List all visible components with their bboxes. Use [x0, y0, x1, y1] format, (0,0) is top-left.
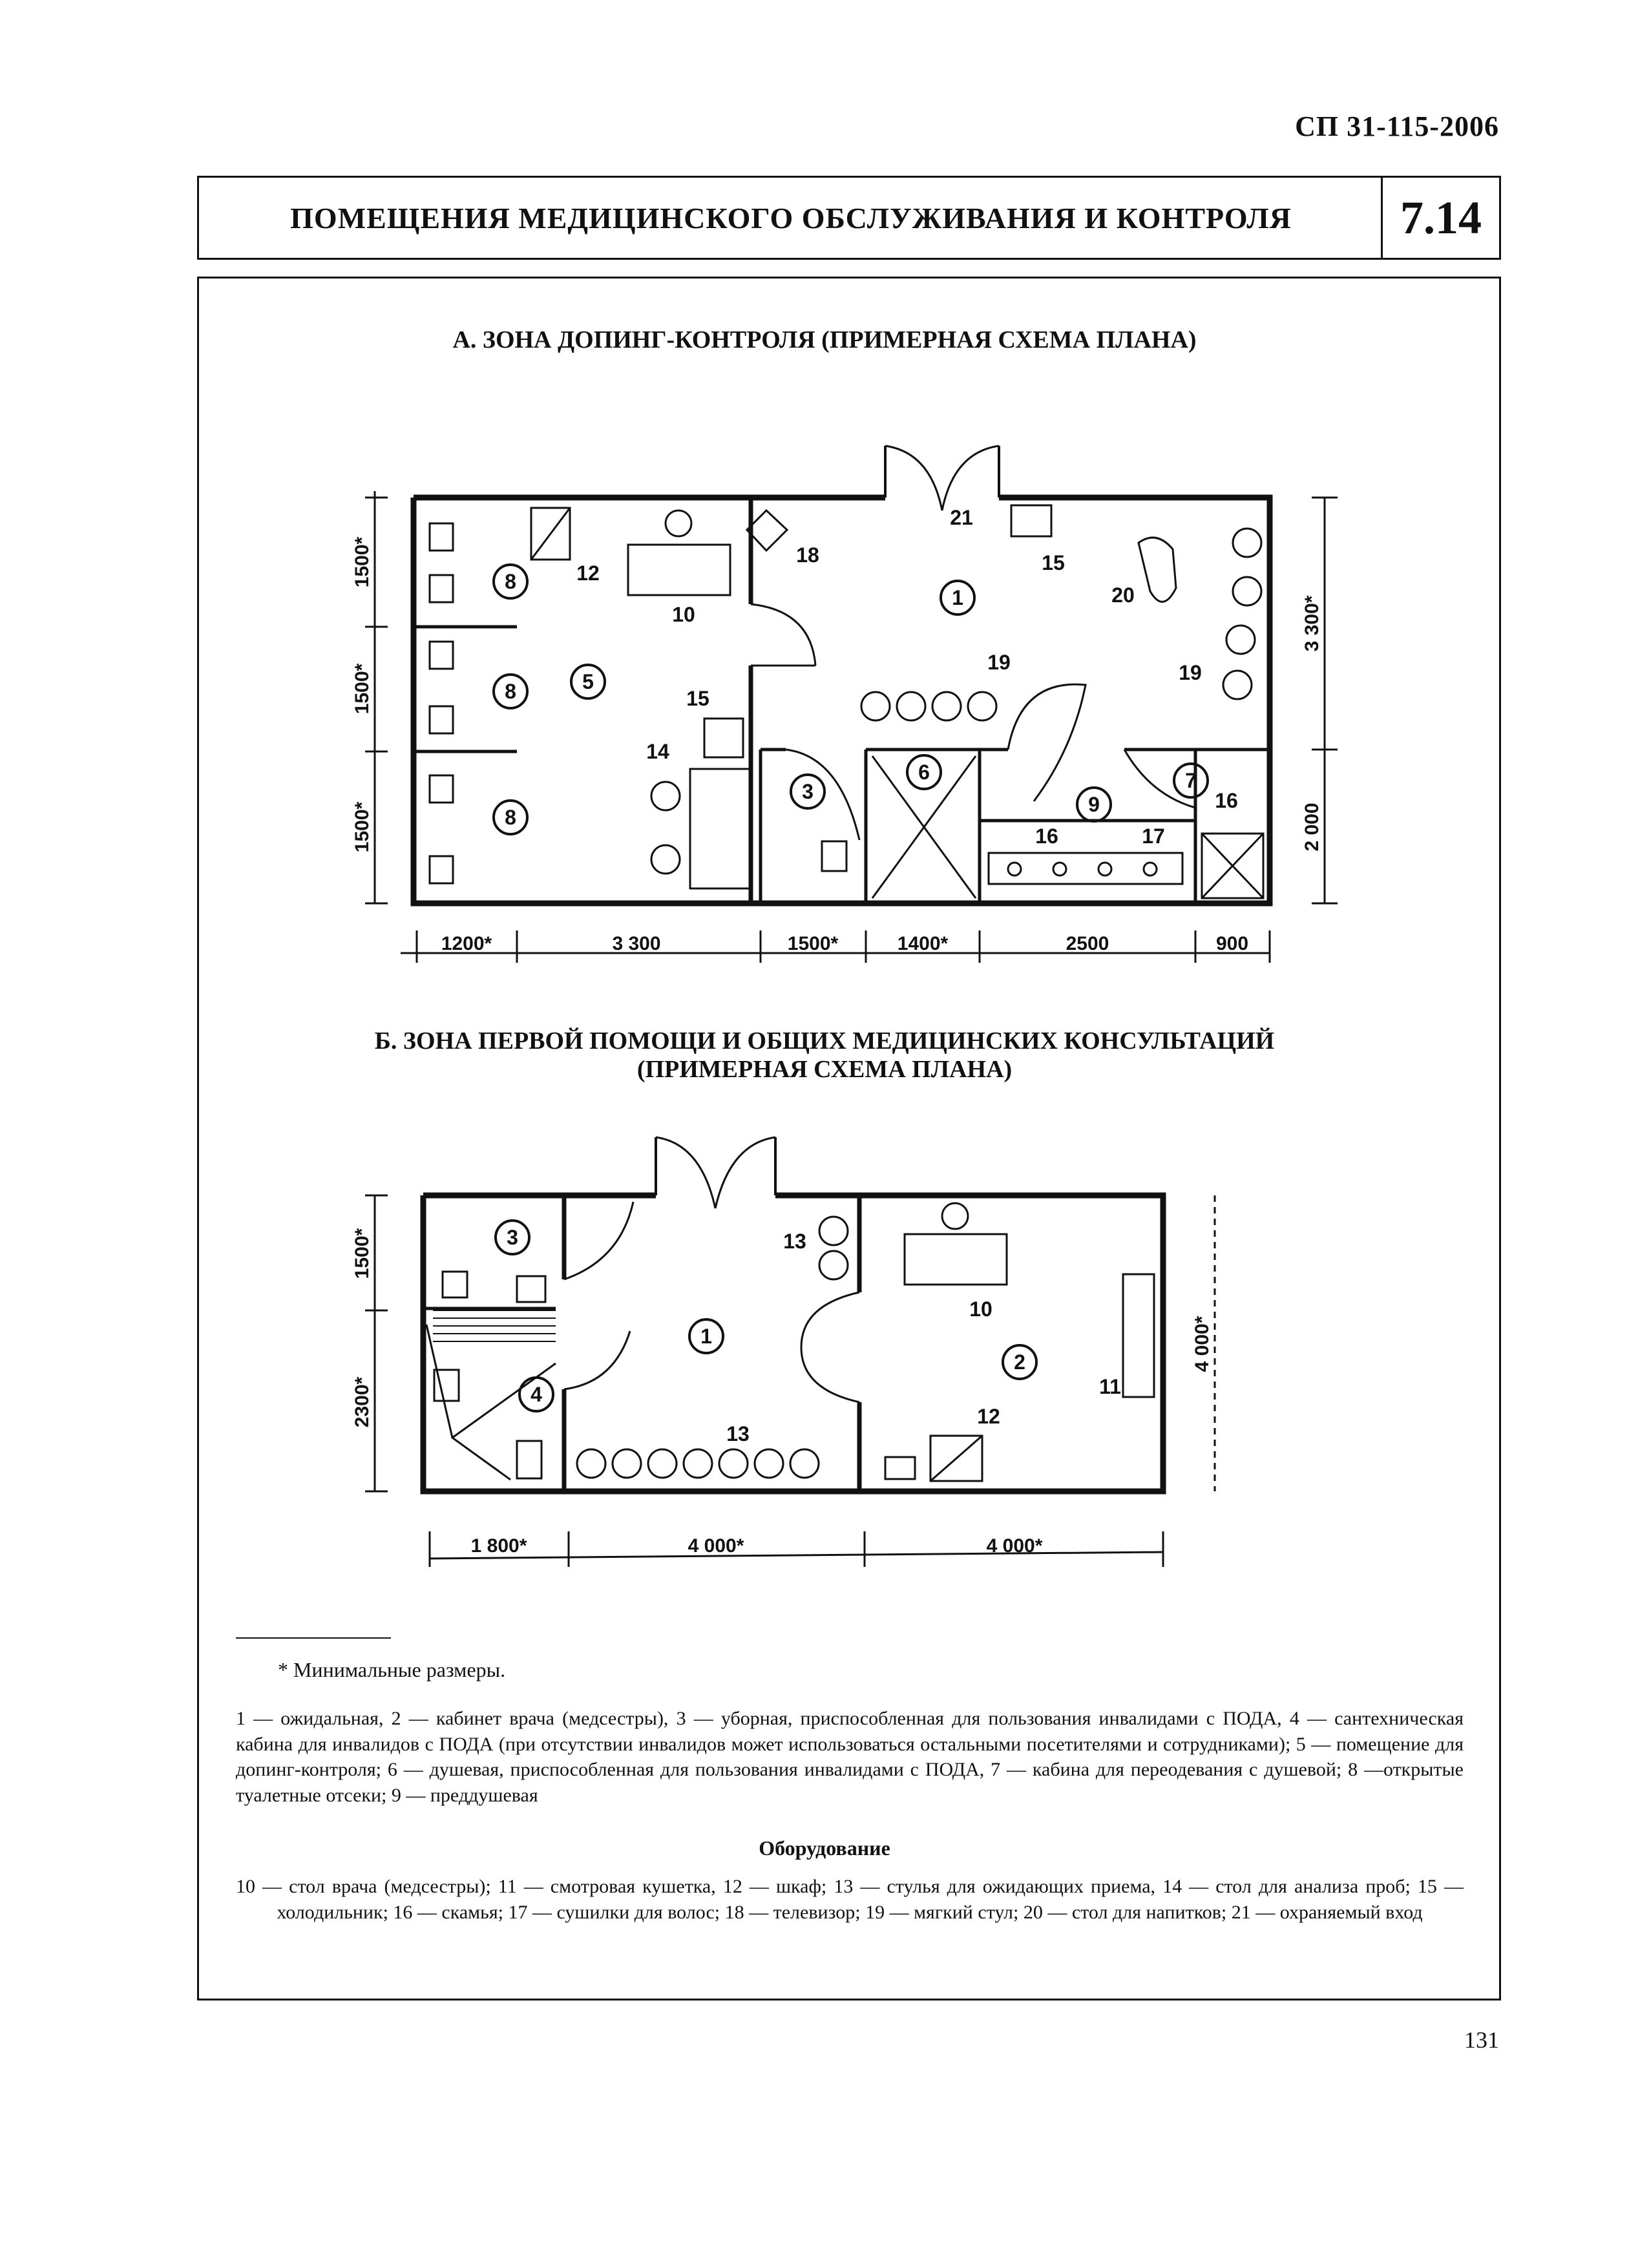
plan-a-title: А. ЗОНА ДОПИНГ-КОНТРОЛЯ (ПРИМЕРНАЯ СХЕМА ПЛАНА): [452, 326, 1197, 353]
plan-b-dim-l0: 1500*: [352, 1228, 373, 1279]
plan-a-dim-b1: 3 300: [612, 933, 661, 954]
plan-b-room-1: 1: [700, 1325, 712, 1348]
plan-a-dim-b2: 1500*: [787, 933, 839, 954]
plan-a-dim-r1: 2 000: [1301, 803, 1323, 852]
plan-b-label-13b: 13: [726, 1422, 750, 1445]
plan-b-dim-l1: 2300*: [352, 1376, 373, 1428]
plan-a-label-20: 20: [1111, 583, 1135, 607]
plan-a-dim-b5: 900: [1215, 933, 1249, 954]
equipment-legend: 10 — стол врача (медсестры); 11 — смотровая кушетка, 12 — шкаф; 13 — стулья для ожидающих приема, 14 — стол для анализа проб; 15 — холодильник; 16 — скамья; 17 — сушилки для волос; 18 — телевизор; 19 — мягкий стул; 20 — стол для напитков; 21 — охраняемый вход: [236, 1876, 1464, 1923]
plan-a-label-10: 10: [672, 603, 695, 626]
plan-a-label-12: 12: [576, 562, 600, 585]
plan-a-room-7: 7: [1185, 769, 1197, 792]
plan-a-room-5: 5: [582, 670, 594, 693]
plan-a-label-19b: 19: [1179, 661, 1202, 684]
plan-b-room-2: 2: [1014, 1350, 1025, 1374]
plan-a-label-16a: 16: [1035, 824, 1058, 848]
section-number: 7.14: [1381, 178, 1499, 258]
plan-a-label-15: 15: [1042, 551, 1065, 574]
plan-b-dim-b2: 4 000*: [986, 1535, 1043, 1557]
page-number: 131: [1464, 2027, 1499, 2053]
plan-a-label-16b: 16: [1215, 789, 1238, 812]
plan-a-room-1: 1: [952, 586, 963, 609]
plan-b-label-13a: 13: [783, 1230, 806, 1253]
plan-a-dim-b0: 1200*: [441, 933, 492, 954]
plan-a-dim-l0: 1500*: [352, 536, 373, 588]
room-legend: 1 — ожидальная, 2 — кабинет врача (медсестры), 3 — уборная, приспособленная для пользования инвалидами с ПОДА, 4 — сантехническая кабина для инвалидов с ПОДА (при отсутствии инвалидов может использоваться остальными посетителями и сотрудниками); 5 — помещение для допинг-контроля; 6 — душевая, приспособленная для пользования инвалидами с ПОДА, 7 — кабина для переодевания с душевой; 8 —открытые туалетные отсеки; 9 — преддушевая: [236, 1708, 1464, 1806]
plan-a-room-6: 6: [918, 761, 930, 784]
document-code: СП 31-115-2006: [1295, 110, 1499, 142]
plan-a-dim-l1: 1500*: [352, 663, 373, 715]
plan-b-walls: [423, 1137, 1163, 1491]
plan-a-label-15b: 15: [686, 687, 709, 710]
footnote-divider: [236, 1637, 391, 1639]
plan-b-room-3: 3: [507, 1226, 518, 1249]
plan-a-room-8b: 8: [505, 680, 516, 703]
section-title: ПОМЕЩЕНИЯ МЕДИЦИНСКОГО ОБСЛУЖИВАНИЯ И КОНТРОЛЯ: [290, 201, 1292, 235]
plan-a-label-21: 21: [950, 506, 973, 529]
plan-b-dim-r0: 4 000*: [1192, 1316, 1213, 1372]
plan-b-room-circles: [496, 1221, 1036, 1411]
plan-a-room-8a: 8: [505, 570, 516, 593]
plan-b-label-12: 12: [977, 1405, 1000, 1428]
plan-a-dim-r0: 3 300*: [1301, 595, 1323, 652]
plan-a-label-14: 14: [646, 740, 669, 763]
plan-b-room-4: 4: [530, 1383, 542, 1406]
plan-a-label-19a: 19: [987, 651, 1011, 674]
plan-a-dim-b4: 2500: [1066, 933, 1109, 954]
plan-a-room-3: 3: [802, 780, 814, 803]
plan-b-title-line1: Б. ЗОНА ПЕРВОЙ ПОМОЩИ И ОБЩИХ МЕДИЦИНСКИХ КОНСУЛЬТАЦИЙ: [374, 1027, 1275, 1055]
plan-b-dim-b1: 4 000*: [688, 1535, 744, 1557]
plan-b-title-line2: (ПРИМЕРНАЯ СХЕМА ПЛАНА): [636, 1055, 1013, 1083]
plan-a-label-18: 18: [796, 543, 819, 567]
plan-a-dim-l2: 1500*: [352, 801, 373, 853]
equipment-heading: Оборудование: [759, 1836, 890, 1860]
plan-a-room-8c: 8: [505, 806, 516, 829]
plan-b-label-11: 11: [1099, 1375, 1121, 1398]
plan-b-label-10: 10: [969, 1297, 993, 1321]
plan-a-label-17: 17: [1142, 824, 1165, 848]
plan-b-dim-b0: 1 800*: [470, 1535, 527, 1557]
plan-a-dim-b3: 1400*: [897, 933, 949, 954]
plan-a-room-9: 9: [1088, 793, 1100, 816]
footnote: * Минимальные размеры.: [278, 1658, 506, 1681]
